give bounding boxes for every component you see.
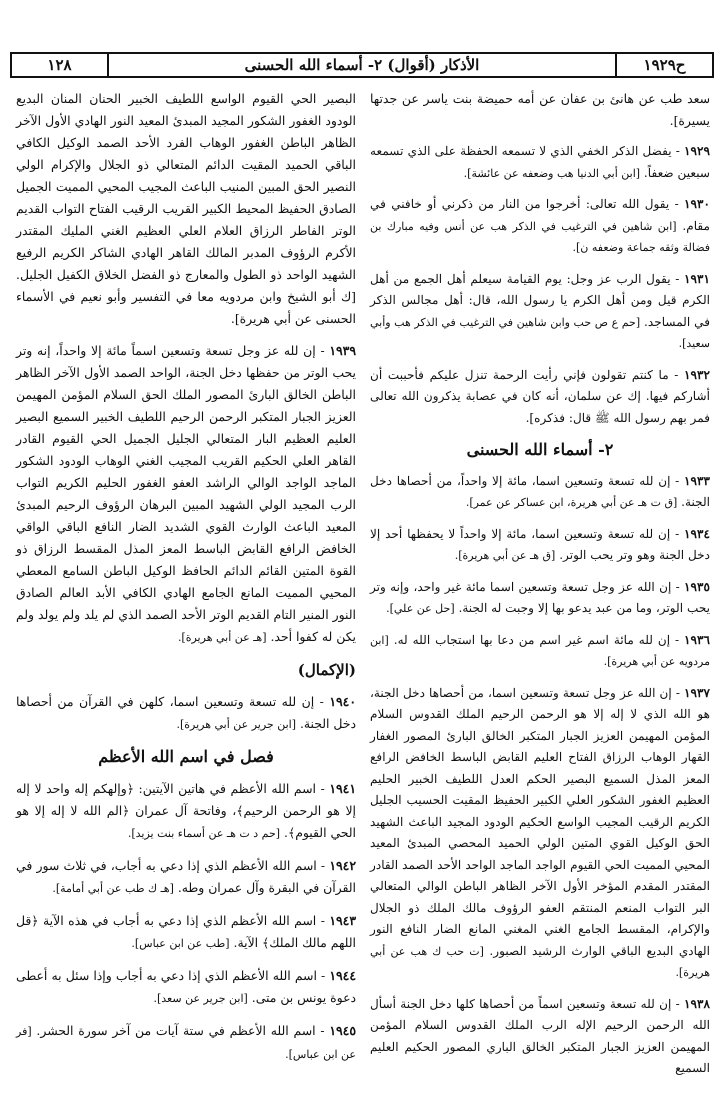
hadith-entry: ١٩٣٥ - إن الله عز وجل تسعة وتسعين اسما مائة غير واحد، وإنه وتر يحب الوتر، وما من عبد يدعو بها إلا وجبت له الجنة. [حل عن علي]. [370, 579, 710, 615]
hadith-entry: ١٩٤٢ - اسم الله الأعظم الذي إذا دعي به أجاب، في ثلاث سور في القرآن في البقرة وآل عمران وطه. [هـ ك طب عن أبي أمامة]. [16, 858, 356, 895]
hadith-source: [هـ ك طب عن أبي أمامة]. [52, 882, 174, 895]
section-azam: فصل في اسم الله الأعظم [98, 747, 274, 766]
hadith-text: ما كنتم تقولون فإني رأيت الرحمة تنزل عليكم فأحببت أن أشاركم فيها. إك عن سلمان، أنه كان في عصابة يذكرون الله تعالى فمر بهم رسول الله ﷺ قال: فذكره]. [370, 367, 710, 425]
hadith-number: ١٩٣٨ [684, 996, 710, 1011]
hadith-source: [ابن مردويه عن أبي هريرة]. [370, 633, 710, 668]
hadith-source: [حم ع ص حب وابن شاهين في الترغيب في الذكر هب وأبي سعيد]. [370, 315, 710, 350]
hadith-number: ١٩٤٣ [329, 913, 356, 928]
section-title-asma: ٢- أسماء الله الحسنى [466, 440, 614, 459]
hadith-number: ١٩٣٢ [684, 367, 710, 382]
hadith-text: إن لله تسعة وتسعين اسماً من أحصاها كلها دخل الجنة أسأل الله الرحمن الرحيم الإله الرب الملك القدوس السلام المؤمن المهيمن العزيز الجبار المتكبر الخالق الباري المصور الحكيم العليم السميع [370, 996, 710, 1075]
hadith-text: يفضل الذكر الخفي الذي لا تسمعه الحفظة على الذي تسمعه سبعين ضعفاً. [370, 144, 710, 180]
hadith-source: [حل عن علي]. [386, 602, 455, 615]
hadith-text: إن لله تسعة وتسعين اسما، مائة إلا واحداً لا يحفظها أحد إلا دخل الجنة وهو وتر يحب الوتر. [370, 526, 710, 562]
hadith-number: ١٩٣٤ [684, 526, 710, 541]
hadith-range: ح١٩٢٩ [643, 56, 686, 74]
hadith-entry: ١٩٣٧ - إن الله عز وجل تسعة وتسعين اسما، من أحصاها دخل الجنة، هو الله الذي لا إله إلا هو الرحمن الرحيم الملك القدوس السلام المؤمن المهيمن العزيز الجبار المتكبر الخالق البارئ المصور الغفار القهار الوهاب الرزاق الفتاح العليم القابض الباسط الخافض الرافع المعز المذل السميع البصير الحكم العدل اللطيف الخبير الحليم العظيم الغفور الشكور العلي الكبير الحفيظ المقيت الحسيب الجليل الكريم الرقيب المجيب الواسع الحكيم الودود المجيد الباعث الشهيد الحق الوكيل القوي المتين الولي الحميد المحصي المبدئ المعيد المحيي المميت الحي القيوم الواجد الماجد الواحد الأحد الصمد القادر المقتدر المقدم المؤخر الأول الآخر الظاهر الباطن الوالي المتعالي البر التواب المنعم المنتقم العفو الرؤوف مالك الملك ذو الجلال والإكرام، المقسط الجامع الغني المغني المانع الضار النافع النور الهادي البديع الباقي الوارث الرشيد الصبور. [ت حب ك هب عن أبي هريرة]. [370, 685, 710, 979]
hadith-entry: ١٩٣١ - يقول الرب عز وجل: يوم القيامة سيعلم أهل الجمع من أهل الكرم قيل ومن أهل الكرم يا رسول الله، قال: أهل مجالس الذكر في المساجد. [حم ع ص حب وابن شاهين في الترغيب في الذكر هب وأبي سعيد]. [370, 271, 710, 350]
intro-citation: سعد طب عن هانئ بن عفان عن أمه حميضة بنت ياسر عن جدتها يسيرة]. [370, 91, 710, 128]
hadith-entry: ١٩٤١ - اسم الله الأعظم في هاتين الآيتين: ﴿وإلهكم إله واحد لا إله إلا هو الرحمن الرحيم﴾، وفاتحة آل عمران ﴿الم الله لا إله إلا هو الحي القيوم﴾. [حم د ت هـ عن أسماء بنت يزيد]. [16, 781, 356, 840]
hadith-text: يقول الرب عز وجل: يوم القيامة سيعلم أهل الجمع من أهل الكرم قيل ومن أهل الكرم يا رسول الله، قال: أهل مجالس الذكر في المساجد. [370, 271, 710, 329]
hadith-entry: ١٩٣٨ - إن لله تسعة وتسعين اسماً من أحصاها كلها دخل الجنة أسأل الله الرحمن الرحيم الإله الرب الملك القدوس السلام المؤمن المهيمن العزيز الجبار المتكبر الخالق الباري المصور الحكيم العليم السميع [370, 996, 710, 1075]
hadith-source: [ت حب ك هب عن أبي هريرة]. [370, 944, 710, 979]
hadith-entry: ١٩٣٣ - إن لله تسعة وتسعين اسما، مائة إلا واحداً، من أحصاها دخل الجنة. [ق ت هـ عن أبي هريرة، ابن عساكر عن عمر]. [370, 473, 710, 509]
hadith-source: [فر عن ابن عباس]. [16, 1025, 356, 1061]
hadith-text: يقول الله تعالى: أخرجوا من النار من ذكرني أو خافني في مقام. [370, 197, 710, 233]
hadith-entry: ١٩٣٢ - ما كنتم تقولون فإني رأيت الرحمة تنزل عليكم فأحببت أن أشاركم فيها. إك عن سلمان، أنه كان في عصابة يذكرون الله تعالى فمر بهم رسول الله ﷺ قال: فذكره]. [370, 367, 710, 425]
hadith-number: ١٩٣٣ [684, 473, 710, 488]
running-header [10, 52, 714, 78]
section-ikmal: (الإكمال) [297, 661, 356, 679]
hadith-text: إن لله تسعة وتسعين اسما، مائة إلا واحداً، من أحصاها دخل الجنة. [370, 473, 710, 509]
hadith-source: [هـ عن أبي هريرة]. [177, 631, 267, 644]
page-number: ١٢٨ [12, 54, 109, 76]
hadith-text: إن الله عز وجل تسعة وتسعين اسما مائة غير واحد، وإنه وتر يحب الوتر، وما من عبد يدعو بها إلا وجبت له الجنة. [370, 579, 710, 615]
hadith-number: ١٩٤١ [329, 781, 356, 796]
hadith-source: [ابن جرير عن أبي هريرة]. [176, 718, 296, 731]
hadith-number: ١٩٣٦ [684, 632, 710, 647]
hadith-number: ١٩٤٠ [329, 694, 356, 709]
hadith-source: [ق هـ عن أبي هريرة]. [454, 549, 556, 562]
hadith-entry: ١٩٤٥ - اسم الله الأعظم في ستة آيات من آخر سورة الحشر. [فر عن ابن عباس]. [16, 1023, 356, 1061]
hadith-entry: ١٩٣٠ - يقول الله تعالى: أخرجوا من النار من ذكرني أو خافني في مقام. [ابن شاهين في الترغيب في الذكر هب عن أنس وفيه مبارك بن فضالة وثقه جماعة وضعفه ن]. [370, 197, 710, 254]
hadith-text: إن الله عز وجل تسعة وتسعين اسما، من أحصاها دخل الجنة، هو الله الذي لا إله إلا هو الرحمن الرحيم الملك القدوس السلام المؤمن المهيمن العزيز الجبار المتكبر الخالق البارئ المصور الغفار القهار الوهاب الرزاق الفتاح العليم القابض الباسط الخافض الرافع المعز المذل السميع البصير الحكم العدل اللطيف الخبير الحليم العظيم الغفور الشكور العلي الكبير الحفيظ المقيت الحسيب الجليل الكريم الرقيب المجيب الواسع الحكيم الودود المجيد الباعث الشهيد الحق الوكيل القوي المتين الولي الحميد المحصي المبدئ المعيد المحيي المميت الحي القيوم الواجد الماجد الواحد الأحد الصمد القادر المقتدر المقدم المؤخر الأول الآخر الظاهر الباطن الوالي المتعالي البر التواب المنعم المنتقم العفو الرؤوف مالك الملك ذو الجلال والإكرام، المقسط الجامع الغني المغني المانع الضار النافع النور الهادي البديع الباقي الوارث الرشيد الصبور. [370, 685, 710, 958]
hadith-text: اسم الله الأعظم الذي إذا دعي به أجاب، في ثلاث سور في القرآن في البقرة وآل عمران وطه. [16, 858, 356, 895]
hadith-number: ١٩٣١ [684, 271, 710, 286]
hadith-source: [ابن أبي الدنيا هب وضعفه عن عائشة]. [463, 166, 641, 180]
hadith-number: ١٩٣٩ [329, 343, 356, 358]
hadith-entry: ١٩٣٤ - إن لله تسعة وتسعين اسما، مائة إلا واحداً لا يحفظها أحد إلا دخل الجنة وهو وتر يحب الوتر. [ق هـ عن أبي هريرة]. [370, 526, 710, 562]
hadith-entry: ١٩٢٩ - يفضل الذكر الخفي الذي لا تسمعه الحفظة على الذي تسمعه سبعين ضعفاً. [ابن أبي الدنيا هب وضعفه عن عائشة]. [370, 144, 710, 180]
header-title: الأذكار (أقوال) ٢- أسماء الله الحسنى [109, 54, 617, 76]
hadith-number: ١٩٤٥ [329, 1023, 356, 1038]
hadith-text: إن لله مائة اسم غير اسم من دعا بها استجاب الله له. [393, 632, 671, 647]
hadith-number: ١٩٣٧ [684, 685, 710, 700]
hadith-entry: ١٩٤٠ - إن لله تسعة وتسعين اسما، كلهن في القرآن من أحصاها دخل الجنة. [ابن جرير عن أبي هريرة]. [16, 694, 356, 731]
hadith-number: ١٩٤٢ [329, 858, 356, 873]
hadith-entry: ١٩٤٣ - اسم الله الأعظم الذي إذا دعي به أجاب في هذه الآية ﴿قل اللهم مالك الملك﴾ الآية. [طب عن ابن عباس]. [16, 913, 356, 950]
right-column [370, 88, 710, 1090]
hadith-number: ١٩٢٩ [684, 144, 710, 158]
hadith-source: [ابن شاهين في الترغيب في الذكر هب عن أنس وفيه مبارك بن فضالة وثقه جماعة وضعفه ن]. [370, 219, 710, 254]
left-column [16, 88, 356, 1076]
hadith-source: [ابن جرير عن سعد]. [153, 992, 248, 1005]
hadith-entry: ١٩٣٩ - إن لله عز وجل تسعة وتسعين اسماً مائة إلا واحداً، إنه وتر يحب الوتر من حفظها دخل الجنة، الواحد الصمد الأول الآخر الظاهر الباطن الخالق البارئ المصور الملك الحق السلام المؤمن المهيمن العزيز الجبار المتكبر الرحمن الرحيم اللطيف الخبير السميع البصير العليم العظيم البار المتعالي الجليل الجميل الحي القيوم القادر القاهر العلي الحكيم القريب المجيب الغني الوهاب الودود الشكور الماجد الواجد الوالي الراشد العفو الغفور الحليم الكريم التواب الرب المجيد الولي الشهيد المبين البرهان الرؤوف الرحيم المبدئ المعيد الباعث الوارث القوي الشديد الضار النافع الباقي الواقي الخافض الرافع القابض الباسط المعز المذل المقسط الرزاق ذو القوة المتين القائم الدائم الحافظ الوكيل الباطن السامع المعطي المحيي المميت المانع الجامع الهادي الكافي الأبد العالم الصادق النور المنير التام القديم الوتر الأحد الصمد الذي لم يلد ولم يولد ولم يكن له كفوا أحد. [هـ عن أبي هريرة]. [16, 343, 356, 644]
hadith-source: [ق ت هـ عن أبي هريرة، ابن عساكر عن عمر]. [465, 496, 678, 509]
continuation-1938: البصير الحي القيوم الواسع اللطيف الخبير الحنان المنان البديع الودود الغفور الشكور المجيد المبدئ المعيد النور الهادي الأول الآخر الظاهر الباطن الغفور الوهاب الفرد الأحد الصمد الوكيل الكافي الباقي الحميد المقيت الدائم المتعالي ذو الجلال والإكرام الولي النصير الحق المبين المنيب الباعث المجيب المحيي المميت الجميل الصادق الحفيظ المحيط الكبير القريب الرقيب الفتاح التواب القديم الوتر الفاطر الرزاق العلام العلي العظيم الغني المليك المقتدر الأكرم الرؤوف المدبر المالك القاهر الهادي الشاكر الكريم الرفيع الشهيد الواحد ذو الطول والمعارج ذو الفضل الخلاق الكفيل الجليل. [ك أبو الشيخ وابن مردويه معا في التفسير وأبو نعيم في الأسماء الحسنى عن أبي هريرة]. [16, 91, 356, 326]
hadith-number: ١٩٤٤ [329, 968, 356, 983]
hadith-text: اسم الله الأعظم في ستة آيات من آخر سورة الحشر. [36, 1023, 316, 1038]
hadith-source: [طب عن ابن عباس]. [131, 937, 230, 950]
hadith-entry: ١٩٤٤ - اسم الله الأعظم الذي إذا دعي به أجاب وإذا سئل به أعطى دعوة يونس بن متى. [ابن جرير عن سعد]. [16, 968, 356, 1005]
hadith-text: اسم الله الأعظم الذي إذا دعي به أجاب وإذا سئل به أعطى دعوة يونس بن متى. [16, 968, 356, 1005]
hadith-number: ١٩٣٠ [684, 197, 710, 211]
hadith-text: إن لله تسعة وتسعين اسما، كلهن في القرآن من أحصاها دخل الجنة. [16, 694, 356, 731]
hadith-text: اسم الله الأعظم في هاتين الآيتين: ﴿وإلهكم إله واحد لا إله إلا هو الرحمن الرحيم﴾، وفاتحة آل عمران ﴿الم الله لا إله إلا هو الحي القيوم﴾. [16, 781, 356, 840]
hadith-text: اسم الله الأعظم الذي إذا دعي به أجاب في هذه الآية ﴿قل اللهم مالك الملك﴾ الآية. [16, 913, 356, 950]
hadith-number: ١٩٣٥ [684, 579, 710, 594]
hadith-text: إن لله عز وجل تسعة وتسعين اسماً مائة إلا واحداً، إنه وتر يحب الوتر من حفظها دخل الجنة، الواحد الصمد الأول الآخر الظاهر الباطن الخالق البارئ المصور الملك الحق السلام المؤمن المهيمن العزيز الجبار المتكبر الرحمن الرحيم اللطيف الخبير السميع البصير العليم العظيم البار المتعالي الجليل الجميل الحي القيوم القادر القاهر العلي الحكيم القريب المجيب الغني الوهاب الودود الشكور الماجد الواجد الوالي الراشد العفو الغفور الحليم الكريم التواب الرب المجيد الولي الشهيد المبين البرهان الرؤوف الرحيم المبدئ المعيد الباعث الوارث القوي الشديد الضار النافع الباقي الواقي الخافض الرافع القابض الباسط المعز المذل المقسط الرزاق ذو القوة المتين القائم الدائم الحافظ الوكيل الباطن السامع المعطي المحيي المميت المانع الجامع الهادي الكافي الأبد العالم الصادق النور المنير التام القديم الوتر الأحد الصمد الذي لم يلد ولم يولد ولم يكن له كفوا أحد. [16, 343, 356, 644]
hadith-source: [حم د ت هـ عن أسماء بنت يزيد]. [127, 827, 281, 840]
hadith-entry: ١٩٣٦ - إن لله مائة اسم غير اسم من دعا بها استجاب الله له. [ابن مردويه عن أبي هريرة]. [370, 632, 710, 668]
